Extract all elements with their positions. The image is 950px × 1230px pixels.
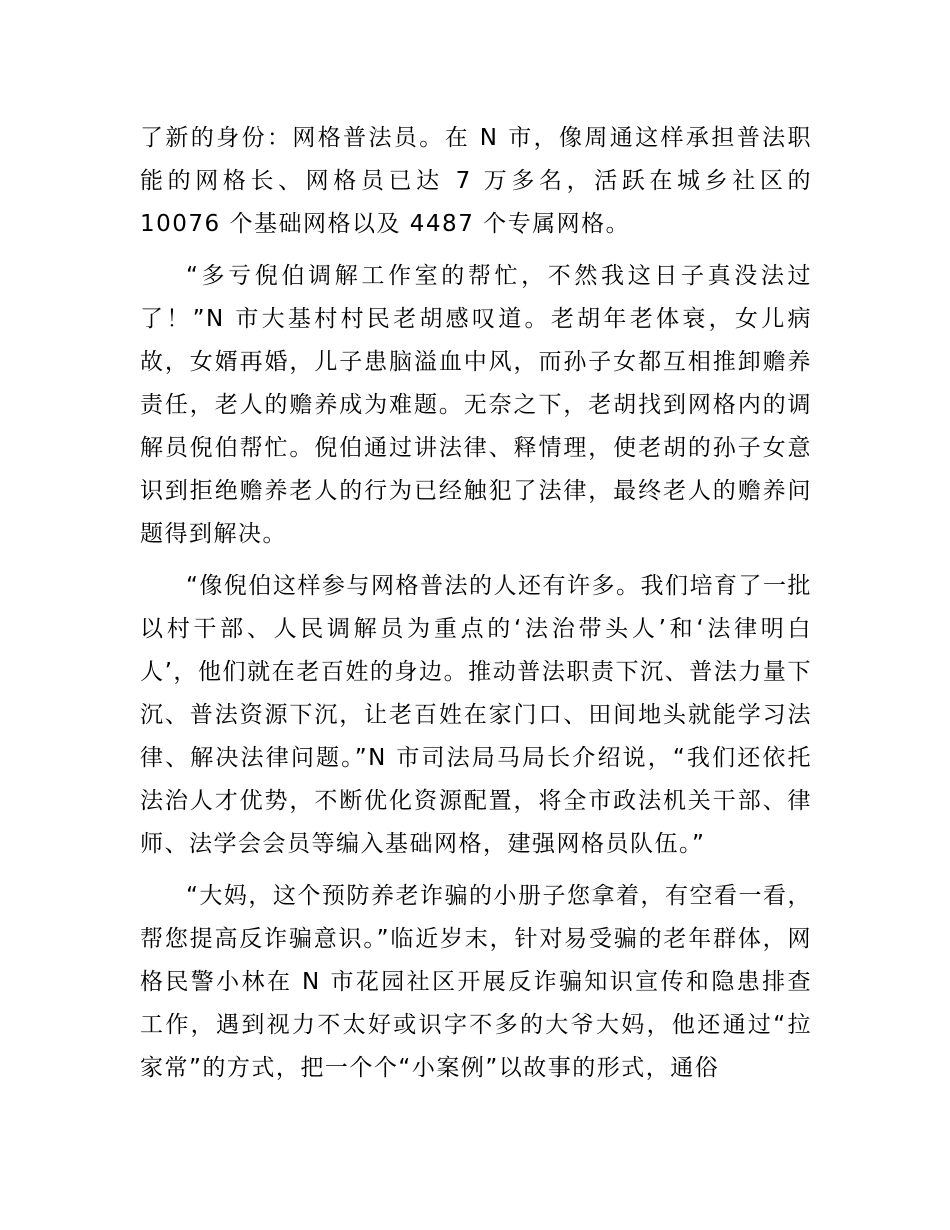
paragraph-anti-fraud: “大妈，这个预防养老诈骗的小册子您拿着，有空看一看，帮您提高反诈骗意识。”临近岁末，针对易受骗的老年群体，网格民警小林在 N 市花园社区开展反诈骗知识宣传和隐患排查工作，遇到视力不太好或识字不多的大爷大妈，他还通过“拉家常”的方式，把一个个“小案例”以故事的形式，通俗 [140,883,812,1081]
paragraph-continuation: 了新的身份：网格普法员。在 N 市，像周通这样承担普法职能的网格长、网格员已达 7 万多名，活跃在城乡社区的 10076 个基础网格以及 4487 个专属网格。 [140,125,812,237]
document-body [140,117,812,1099]
paragraph-official-quote: “像倪伯这样参与网格普法的人还有许多。我们培育了一批以村干部、人民调解员为重点的‘法治带头人’和‘法律明白人’，他们就在老百姓的身边。推动普法职责下沉、普法力量下沉、普法资源下沉，让老百姓在家门口、田间地头就能学习法律、解决法律问题。”N 市司法局马局长介绍说，“我们还依托法治人才优势，不断优化资源配置，将全市政法机关干部、律师、法学会会员等编入基础网格，建强网格员队伍。” [140,573,812,857]
paragraph-mediation-story: “多亏倪伯调解工作室的帮忙，不然我这日子真没法过了！”N 市大基村村民老胡感叹道。老胡年老体衰，女儿病故，女婿再婚，儿子患脑溢血中风，而孙子女都互相推卸赡养责任，老人的赡养成为难题。无奈之下，老胡找到网格内的调解员倪伯帮忙。倪伯通过讲法律、释情理，使老胡的孙子女意识到拒绝赡养老人的行为已经触犯了法律，最终老人的赡养问题得到解决。 [140,263,812,547]
